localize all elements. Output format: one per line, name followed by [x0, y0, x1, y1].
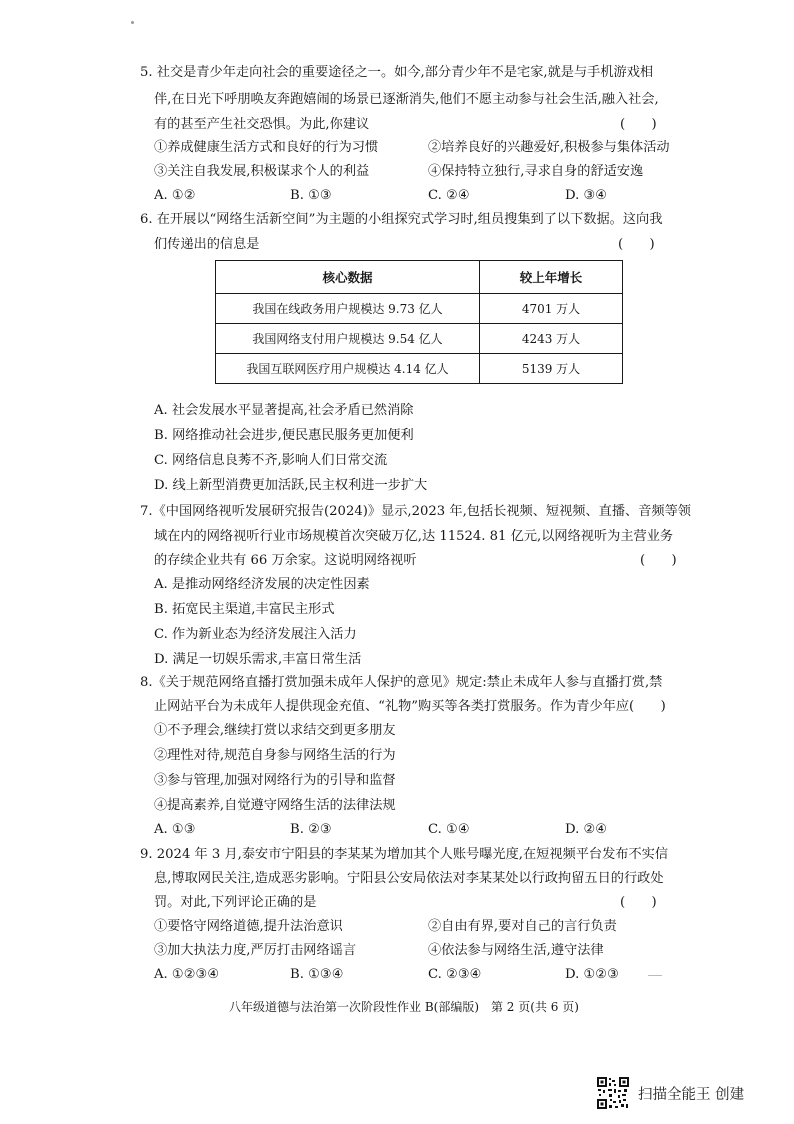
q8-statement-1: ①不予理会,继续打赏以求结交到更多朋友: [154, 723, 396, 738]
table-header-core-data: 核心数据: [216, 261, 480, 294]
q6-data-table: [215, 260, 623, 384]
q6-answer-paren: ( ): [618, 237, 655, 252]
q7-stem-line-3: 的存续企业共有 66 万余家。这说明网络视听: [154, 553, 417, 568]
q5-option-d: D. ③④: [565, 188, 608, 203]
table-row: [216, 354, 623, 384]
q8-statement-4: ④提高素养,自觉遵守网络生活的法律法规: [154, 798, 396, 813]
q5-answer-paren: ( ): [620, 117, 657, 132]
scanner-watermark-text: 扫描全能王 创建: [638, 1087, 745, 1103]
q9-option-d: D. ①②③: [565, 967, 619, 982]
q8-statement-3: ③参与管理,加强对网络行为的引导和监督: [154, 773, 396, 788]
q9-option-c: C. ②③④: [428, 967, 482, 982]
q5-stem-line-2: 伴,在日光下呼朋唤友奔跑嬉闹的场景已逐渐消失,他们不愿主动参与社会生活,融入社会,: [154, 92, 659, 107]
q9-stem-line-1: 9. 2024 年 3 月,泰安市宁阳县的李某某为增加其个人账号曝光度,在短视频平台发布不实信: [140, 847, 669, 862]
q8-option-d: D. ②④: [565, 822, 608, 837]
table-cell: 我国互联网医疗用户规模达 4.14 亿人: [216, 354, 480, 384]
q6-stem-line-1: 6. 在开展以“网络生活新空间”为主题的小组探究式学习时,组员搜集到了以下数据。这向我: [140, 212, 663, 227]
table-row: [216, 324, 623, 354]
q7-stem-line-1: 7.《中国网络视听发展研究报告(2024)》显示,2023 年,包括长视频、短视频、直播、音频等领: [140, 504, 691, 519]
q7-option-a: A. 是推动网络经济发展的决定性因素: [154, 577, 370, 592]
q7-option-d: D. 满足一切娱乐需求,丰富日常生活: [154, 652, 362, 667]
q5-statement-2: ②培养良好的兴趣爱好,积极参与集体活动: [428, 140, 670, 155]
q6-option-d: D. 线上新型消费更加活跃,民主权利进一步扩大: [154, 478, 428, 493]
q5-statement-1: ①养成健康生活方式和良好的行为习惯: [154, 140, 379, 155]
q7-option-b: B. 拓宽民主渠道,丰富民主形式: [154, 602, 335, 617]
q9-statement-2: ②自由有界,要对自己的言行负责: [428, 919, 617, 934]
table-cell: 4243 万人: [480, 324, 623, 354]
table-cell: 5139 万人: [480, 354, 623, 384]
q7-option-c: C. 作为新业态为经济发展注入活力: [154, 627, 357, 642]
table-cell: 我国网络支付用户规模达 9.54 亿人: [216, 324, 480, 354]
q8-option-b: B. ②③: [290, 822, 332, 837]
q9-statement-3: ③加大执法力度,严厉打击网络谣言: [154, 943, 357, 958]
q9-option-b: B. ①③④: [290, 967, 344, 982]
q7-answer-paren: ( ): [640, 553, 677, 568]
q8-statement-2: ②理性对待,规范自身参与网络生活的行为: [154, 748, 396, 763]
q8-option-a: A. ①③: [154, 822, 196, 837]
q7-stem-line-2: 域在内的网络视听行业市场规模首次突破万亿,达 11524. 81 亿元,以网络视听为主营业务: [154, 529, 674, 544]
q8-stem-line-2: 止网站平台为未成年人提供现金充值、“礼物”购买等各类打赏服务。作为青少年应( ): [154, 699, 666, 714]
q5-statement-4: ④保持特立独行,寻求自身的舒适安逸: [428, 164, 644, 179]
table-row: [216, 294, 623, 324]
q6-option-c: C. 网络信息良莠不齐,影响人们日常交流: [154, 453, 388, 468]
page-footer: 八年级道德与法治第一次阶段性作业 B(部编版) 第 2 页(共 6 页): [229, 1000, 579, 1014]
q6-option-a: A. 社会发展水平显著提高,社会矛盾已然消除: [154, 403, 414, 418]
q9-answer-paren: ( ): [620, 895, 657, 910]
q5-option-b: B. ①③: [290, 188, 332, 203]
table-header-row: [216, 261, 623, 294]
qr-code-icon: [596, 1076, 630, 1110]
q5-stem-line-3: 有的甚至产生社交恐惧。为此,你建议: [154, 117, 370, 132]
q5-option-c: C. ②④: [428, 188, 470, 203]
q5-option-a: A. ①②: [154, 188, 196, 203]
q6-stem-line-2: 们传递出的信息是: [154, 237, 260, 252]
table-cell: 我国在线政务用户规模达 9.73 亿人: [216, 294, 480, 324]
q6-option-b: B. 网络推动社会进步,便民惠民服务更加便利: [154, 428, 414, 443]
q5-stem-line-1: 5. 社交是青少年走向社会的重要途径之一。如今,部分青少年不是宅家,就是与手机游戏相: [140, 65, 654, 80]
q8-stem-line-1: 8.《关于规范网络直播打赏加强未成年人保护的意见》规定:禁止未成年人参与直播打赏,禁: [140, 675, 663, 690]
table-header-growth: 较上年增长: [480, 261, 623, 294]
q9-stem-line-2: 息,博取网民关注,造成恶劣影响。宁阳县公安局依法对李某某处以行政拘留五日的行政处: [154, 871, 664, 886]
q9-statement-4: ④依法参与网络生活,遵守法律: [428, 943, 604, 958]
table-cell: 4701 万人: [480, 294, 623, 324]
scan-speck: [131, 21, 134, 24]
q9-option-a: A. ①②③④: [154, 967, 220, 982]
q5-statement-3: ③关注自我发展,积极谋求个人的利益: [154, 164, 370, 179]
q8-option-c: C. ①④: [428, 822, 470, 837]
q9-stem-line-3: 罚。对此,下列评论正确的是: [154, 895, 317, 910]
scan-dash: [648, 975, 662, 976]
q9-statement-1: ①要恪守网络道德,提升法治意识: [154, 919, 343, 934]
